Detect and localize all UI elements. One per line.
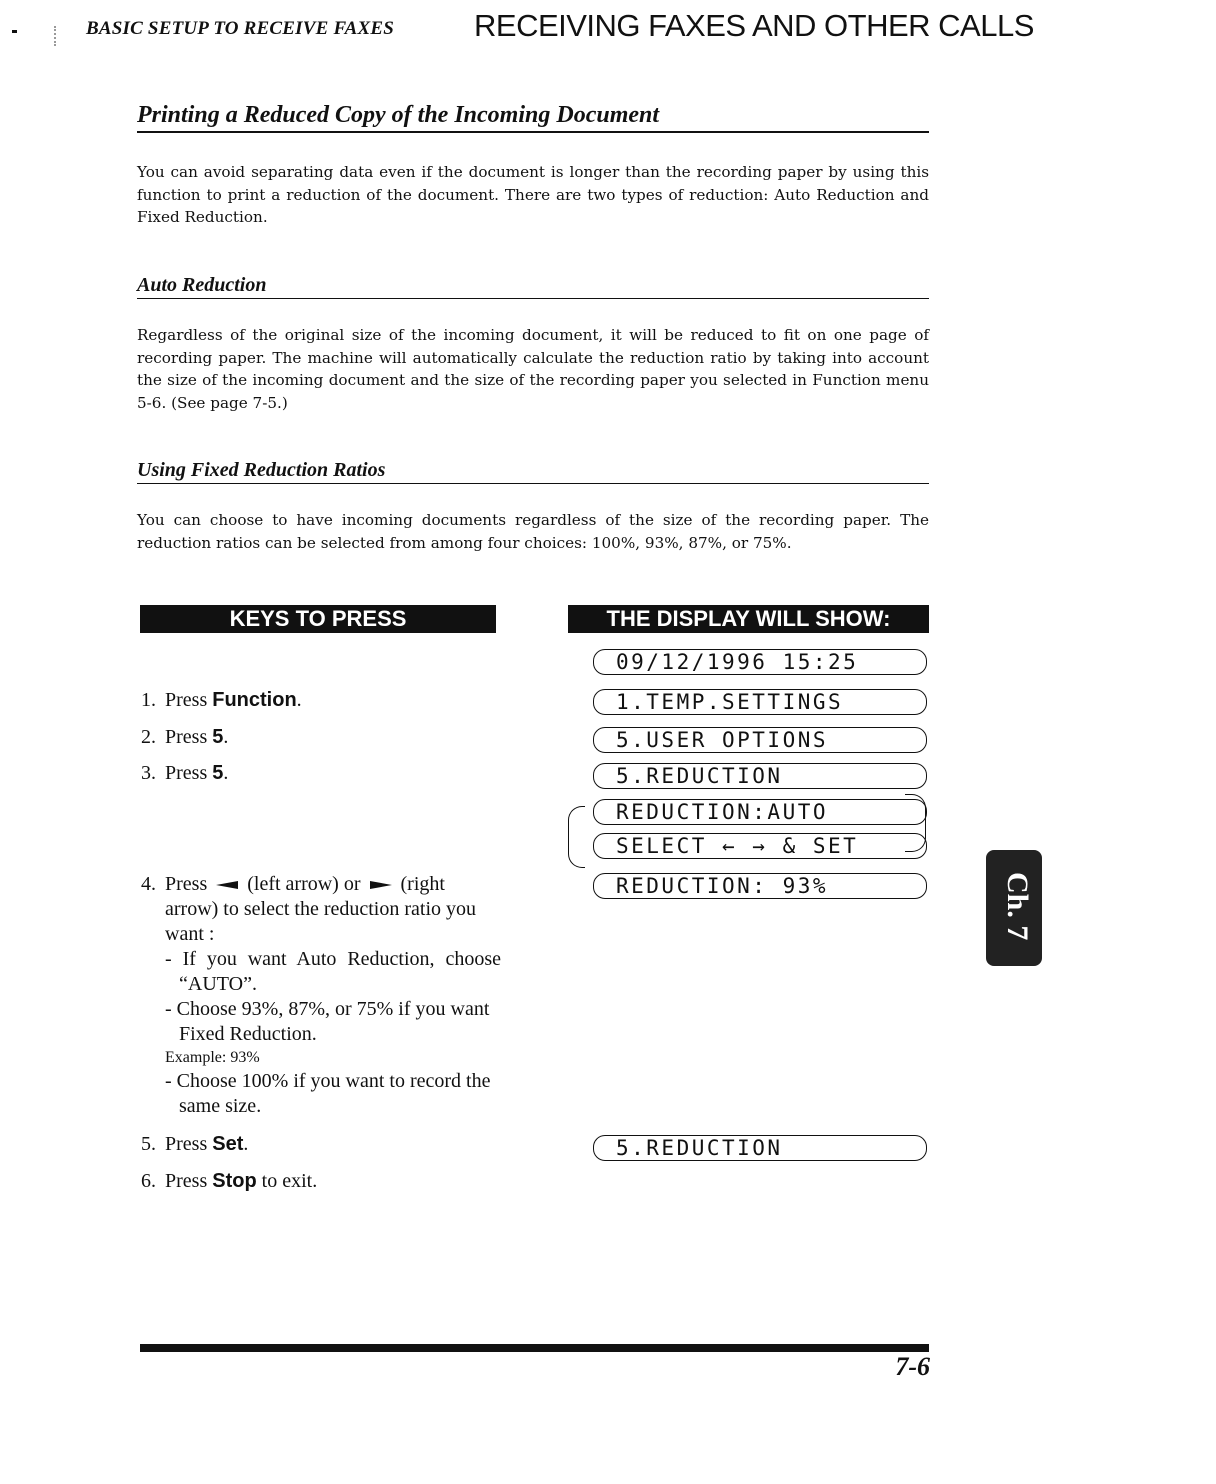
keys-to-press-banner: KEYS TO PRESS [140, 605, 496, 633]
header-section: BASIC SETUP TO RECEIVE FAXES [86, 18, 394, 39]
margin-mark [12, 30, 17, 33]
margin-dots [54, 26, 58, 46]
step-2 [141, 725, 228, 750]
step-text: Press [165, 1170, 213, 1192]
fixed-reduction-paragraph: You can choose to have incoming documents regardless of the size of the recording paper. The reduction ratios can be selected from among four choices: 100%, 93%, 87%, or 75%. [137, 511, 929, 552]
step-text: . [223, 726, 229, 748]
display-will-show-banner: THE DISPLAY WILL SHOW: [568, 605, 929, 633]
chapter-tab [986, 850, 1042, 966]
lcd-reduction-93: REDUCTION: 93% [593, 873, 927, 899]
step-text: . [223, 762, 229, 784]
step-6 [141, 1169, 317, 1194]
step-number: 4. [141, 873, 156, 895]
lcd-reduction-auto: REDUCTION:AUTO [593, 799, 927, 825]
bullet-fixed: - Choose 93%, 87%, or 75% if you want Fixed Reduction. [165, 998, 490, 1045]
header-chapter-title: RECEIVING FAXES AND OTHER CALLS [474, 8, 1034, 43]
step-number: 2. [141, 726, 156, 748]
number-key: 5 [212, 726, 224, 748]
step-number: 5. [141, 1133, 156, 1155]
fixed-reduction-heading: Using Fixed Reduction Ratios [137, 459, 929, 484]
step-text: . [296, 689, 302, 711]
set-key: Set [212, 1133, 244, 1155]
step-text: (left arrow) or [247, 873, 361, 895]
step-number: 6. [141, 1170, 156, 1192]
bullet-same-size: - Choose 100% if you want to record the same size. [165, 1070, 491, 1117]
page-title: Printing a Reduced Copy of the Incoming Document [137, 102, 929, 133]
lcd-temp-settings: 1.TEMP.SETTINGS [593, 689, 927, 715]
lcd-reduction-menu: 5.REDUCTION [593, 763, 927, 789]
step-text: Press [165, 873, 208, 895]
alternating-display-bracket [905, 794, 926, 852]
step-3 [141, 761, 228, 786]
example-label: Example: 93% [165, 1049, 260, 1066]
step-text: Press [165, 726, 213, 748]
step-4 [141, 872, 501, 1119]
page-number: 7-6 [895, 1352, 930, 1381]
lcd-select-set: SELECT ← → & SET [593, 833, 927, 859]
lcd-date-time: 09/12/1996 15:25 [593, 649, 927, 675]
chapter-tab-label: Ch. 7 [1001, 872, 1034, 941]
auto-reduction-paragraph: Regardless of the original size of the incoming document, it will be reduced to fit on one page of recording paper. The machine will automatically calculate the reduction ratio by taking into account the size of the incoming document and the size of the recording paper you selected in Function menu 5-6. (See page 7-5.) [137, 326, 929, 412]
stop-key: Stop [212, 1170, 257, 1192]
alternating-display-bracket [568, 806, 585, 868]
intro-paragraph: You can avoid separating data even if the document is longer than the recording paper by using this function to print a reduction of the document. There are two types of reduction: Auto Reduction and Fixed Reduction. [137, 163, 929, 227]
step-1 [141, 688, 302, 713]
step-text: Press [165, 689, 213, 711]
step-text: (right arrow) to select the reduction ratio you want : [165, 873, 476, 945]
step-text: to exit. [256, 1170, 318, 1192]
number-key: 5 [212, 762, 224, 784]
lcd-reduction-return: 5.REDUCTION [593, 1135, 927, 1161]
step-text: Press [165, 1133, 213, 1155]
step-text: Press [165, 762, 213, 784]
right-arrow-icon [370, 881, 392, 889]
step-number: 1. [141, 689, 156, 711]
footer-rule [140, 1344, 929, 1352]
lcd-user-options: 5.USER OPTIONS [593, 727, 927, 753]
function-key: Function [212, 689, 297, 711]
step-text: . [243, 1133, 249, 1155]
step-number: 3. [141, 762, 156, 784]
bullet-auto: - If you want Auto Reduction, choose “AUTO”. [165, 948, 501, 995]
auto-reduction-heading: Auto Reduction [137, 274, 929, 299]
step-5 [141, 1132, 248, 1157]
left-arrow-icon [216, 881, 238, 889]
